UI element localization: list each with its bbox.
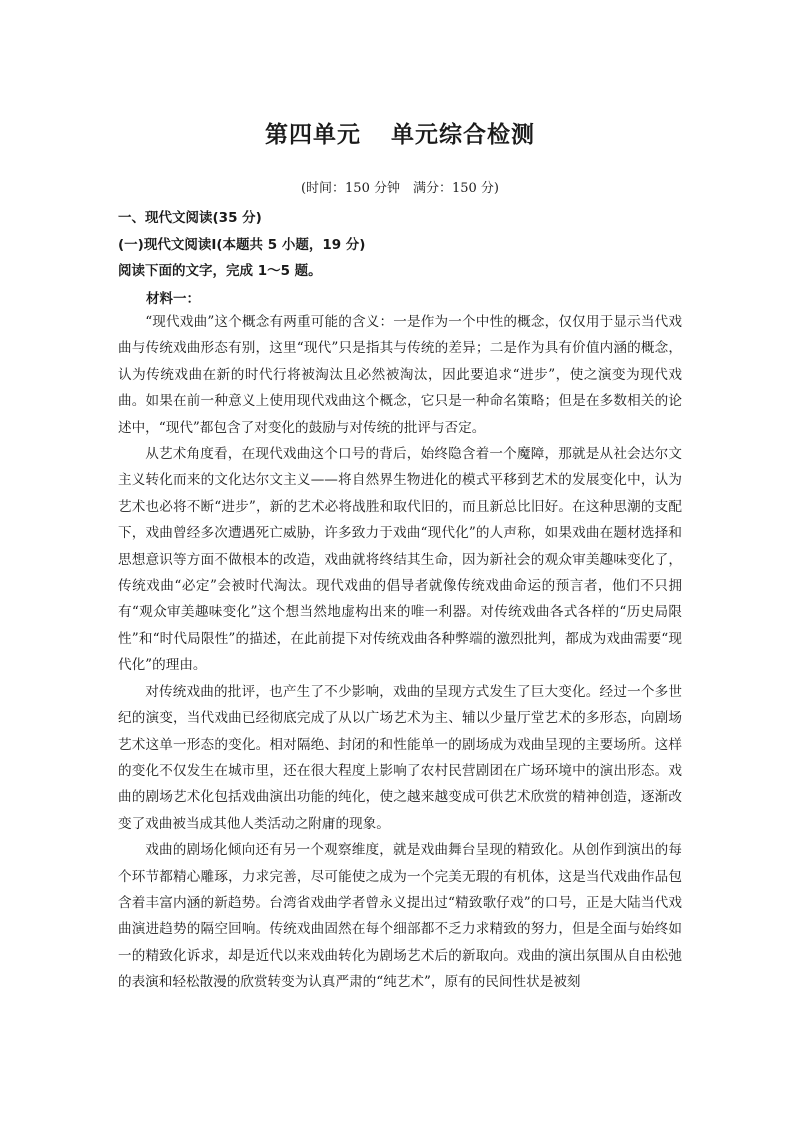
title-subject: 单元综合检测 [391, 122, 535, 148]
reading-passage [118, 309, 682, 996]
section-heading: 一、现代文阅读(35 分) [118, 210, 262, 226]
page-title [0, 116, 800, 149]
exam-timing: (时间：150 分钟 满分：150 分) [300, 181, 500, 196]
paragraph: 戏曲的剧场化倾向还有另一个观察维度，就是戏曲舞台呈现的精致化。从创作到演出的每个环节都精心雕琢，力求完善，尽可能使之成为一个完美无瑕的有机体，这是当代戏曲作品包含着丰富内涵的新趋势。台湾省戏曲学者曾永义提出过“精致歌仔戏”的口号，正是大陆当代戏曲演进趋势的隔空回响。传统戏曲固然在每个细部都不乏力求精致的努力，但是全面与始终如一的精致化诉求，却是近代以来戏曲转化为剧场艺术后的新取向。戏曲的演出氛围从自由松弛的表演和轻松散漫的欣赏转变为认真严肃的“纯艺术”，原有的民间性状是被刻 [118, 842, 682, 991]
subsection-heading: (一)现代文阅读Ⅰ(本题共 5 小题，19 分) [118, 237, 366, 253]
paragraph: 从艺术角度看，在现代戏曲这个口号的背后，始终隐含着一个魔障，那就是从社会达尔文主义转化而来的文化达尔文主义——将自然界生物进化的模式平移到艺术的发展变化中，认为艺术也必将不断“进步”，新的艺术必将战胜和取代旧的，而且新总比旧好。在这种思潮的支配下，戏曲曾经多次遭遇死亡威胁，许多致力于戏曲“现代化”的人声称，如果戏曲在题材选择和思想意识等方面不做根本的改造，戏曲就将终结其生命，因为新社会的观众审美趣味变化了，传统戏曲“必定”会被时代淘汰。现代戏曲的倡导者就像传统戏曲命运的预言者，他们不只拥有“观众审美趣味变化”这个想当然地虚构出来的唯一利器。对传统戏曲各式各样的“历史局限性”和“时代局限性”的描述，在此前提下对传统戏曲各种弊端的激烈批判，都成为戏曲需要“现代化”的理由。 [118, 446, 682, 674]
paragraph: 对传统戏曲的批评，也产生了不少影响，戏曲的呈现方式发生了巨大变化。经过一个多世纪的演变，当代戏曲已经彻底完成了从以广场艺术为主、辅以少量厅堂艺术的多形态，向剧场艺术这单一形态的变化。相对隔绝、封闭的和性能单一的剧场成为戏曲呈现的主要场所。这样的变化不仅发生在城市里，还在很大程度上影响了农村民营剧团在广场环境中的演出形态。戏曲的剧场艺术化包括戏曲演出功能的纯化，使之越来越变成可供艺术欣赏的精神创造，逐渐改变了戏曲被当成其他人类活动之附庸的现象。 [118, 683, 682, 832]
reading-instruction: 阅读下面的文字，完成 1～5 题。 [118, 263, 322, 279]
paragraph: “现代戏曲”这个概念有两重可能的含义：一是作为一个中性的概念，仅仅用于显示当代戏曲与传统戏曲形态有别，这里“现代”只是指其与传统的差异；二是作为具有价值内涵的概念，认为传统戏曲在新的时代行将被淘汰且必然被淘汰，因此要追求“进步”，使之演变为现代戏曲。如果在前一种意义上使用现代戏曲这个概念，它只是一种命名策略；但是在多数相关的论述中，“现代”都包含了对变化的鼓励与对传统的批评与否定。 [118, 314, 682, 436]
title-unit: 第四单元 [265, 122, 361, 148]
material-label: 材料一： [146, 291, 200, 307]
